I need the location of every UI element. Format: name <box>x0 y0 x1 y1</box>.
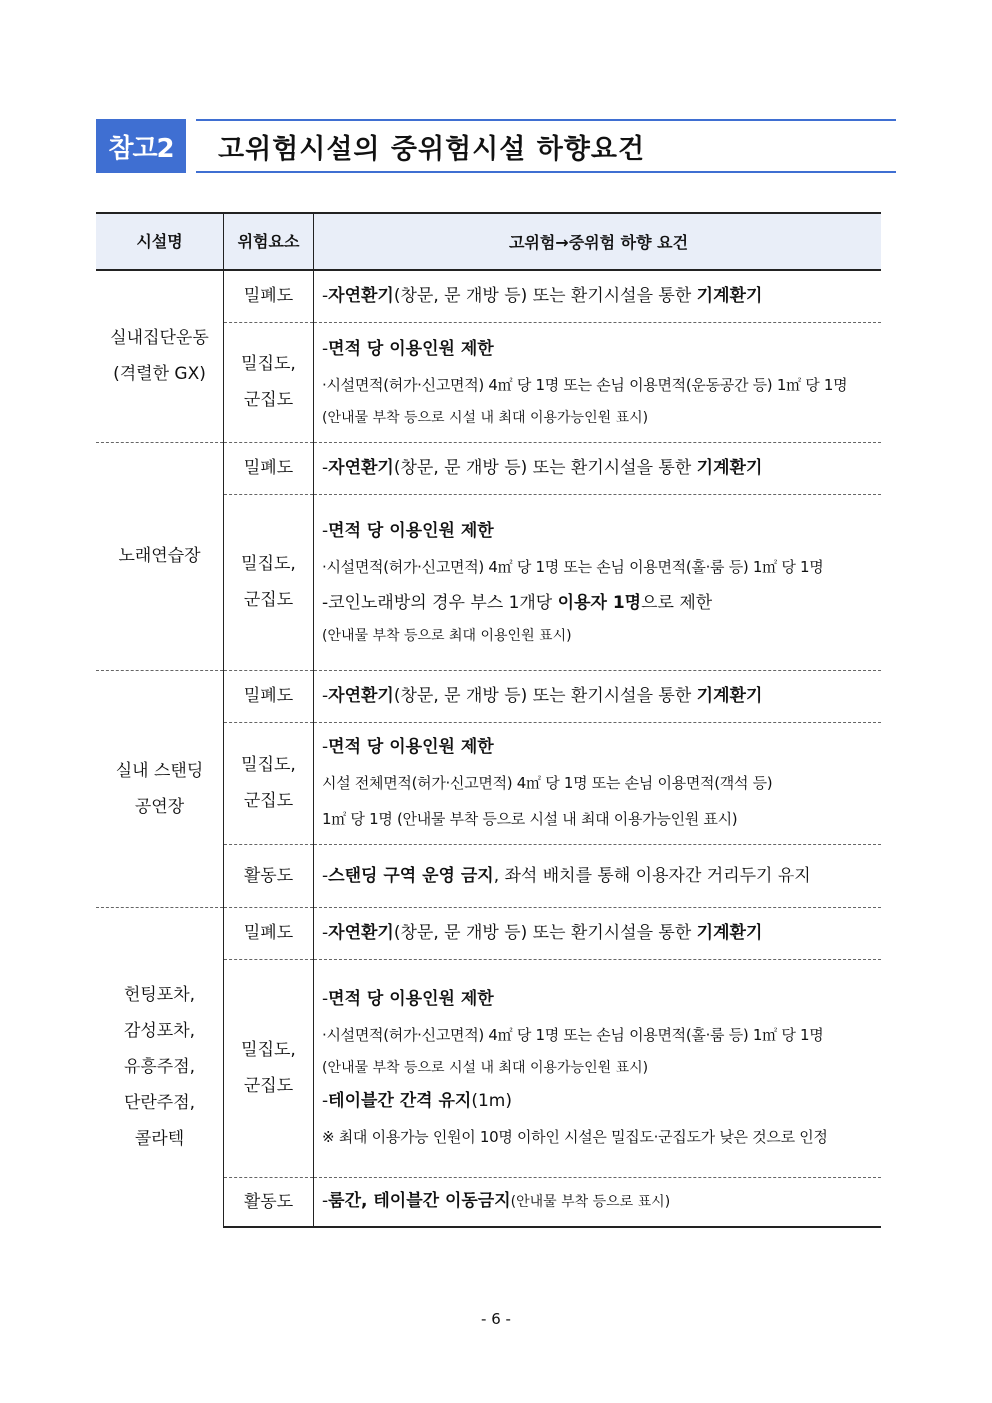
facility-name-cell <box>96 270 224 442</box>
requirement-text: 시설 전체면적(허가·신고면적) 4㎡ 당 1명 또는 손님 이용면적(객석 등) <box>322 774 773 792</box>
risk-factor-cell <box>224 270 314 322</box>
risk-factor-label: 밀폐도 <box>243 686 294 706</box>
requirement-text: , 좌석 배치를 통해 이용자간 거리두기 유지 <box>493 865 811 886</box>
requirement-cell <box>314 959 882 1177</box>
table-row <box>96 670 881 722</box>
risk-factor-label: 밀집도, <box>241 554 296 574</box>
requirement-text: - <box>322 923 329 943</box>
column-header-risk: 위험요소 <box>224 213 314 270</box>
requirement-line <box>322 331 875 367</box>
requirement-text: - <box>322 989 329 1009</box>
risk-factor-cell <box>224 494 314 670</box>
requirement-emphasis: 기계환기 <box>696 923 763 943</box>
requirement-line <box>322 678 875 714</box>
requirement-line <box>322 585 875 621</box>
reference-badge: 참고2 <box>96 119 186 173</box>
requirement-text: (안내물 부착 등으로 최대 이용인원 표시) <box>322 628 572 644</box>
risk-factor-cell <box>224 442 314 494</box>
risk-factor-label: 밀폐도 <box>243 923 294 943</box>
risk-factor-cell <box>224 670 314 722</box>
requirement-line <box>322 450 875 486</box>
facility-name-line: 단란주점, <box>123 1093 196 1114</box>
requirement-text: - <box>322 286 329 307</box>
facility-name-line: 헌팅포차, <box>123 985 196 1006</box>
requirement-emphasis: 자연환기 <box>328 286 394 307</box>
requirement-text: - <box>322 737 329 757</box>
requirement-text: (1m) <box>471 1091 512 1111</box>
requirement-line <box>322 549 875 585</box>
table-row <box>96 442 881 494</box>
risk-factor-label: 군집도 <box>243 791 294 811</box>
facility-name-line: 실내집단운동 <box>110 328 209 349</box>
risk-factor-label: 밀집도, <box>241 755 296 775</box>
risk-factor-cell <box>224 1177 314 1227</box>
risk-factor-label: 군집도 <box>243 1076 294 1096</box>
risk-factor-label: 활동도 <box>243 1191 294 1212</box>
requirement-emphasis: 자연환기 <box>328 686 394 706</box>
requirement-text: ·시설면적(허가·신고면적) 4㎡ 당 1명 또는 손님 이용면적(운동공간 등) 1㎡ 당 1명 <box>322 376 848 394</box>
requirement-text: 으로 제한 <box>641 593 713 613</box>
risk-factor-cell <box>224 907 314 959</box>
requirement-emphasis: 스탠딩 구역 운영 금지 <box>328 865 494 886</box>
requirement-emphasis: 룸간, 테이블간 이동금지 <box>328 1191 511 1212</box>
requirement-line <box>322 1017 875 1053</box>
requirement-cell <box>314 442 882 494</box>
requirement-line <box>322 403 875 433</box>
facility-name-line: 공연장 <box>134 796 185 817</box>
requirement-text: - <box>322 686 329 706</box>
risk-factor-cell <box>224 959 314 1177</box>
requirement-line <box>322 858 875 894</box>
requirement-emphasis: 면적 당 이용인원 제한 <box>328 737 494 757</box>
requirement-cell <box>314 322 882 442</box>
requirement-line <box>322 1119 875 1155</box>
requirement-emphasis: 기계환기 <box>696 686 763 706</box>
risk-factor-label: 군집도 <box>243 390 294 410</box>
requirement-line <box>322 367 875 403</box>
requirement-cell <box>314 494 882 670</box>
requirement-text: -코인노래방의 경우 부스 1개당 <box>322 593 558 613</box>
requirement-line <box>322 729 875 765</box>
requirement-text: (창문, 문 개방 등) 또는 환기시설을 통한 <box>393 686 697 706</box>
column-header-facility: 시설명 <box>96 213 224 270</box>
requirement-line <box>322 981 875 1017</box>
risk-factor-label: 밀집도, <box>241 1040 296 1060</box>
risk-factor-cell <box>224 844 314 907</box>
requirement-text: - <box>322 521 329 541</box>
requirement-line <box>322 1183 875 1220</box>
risk-factor-label: 활동도 <box>243 865 294 886</box>
requirement-emphasis: 면적 당 이용인원 제한 <box>328 339 494 359</box>
column-header-requirement: 고위험→중위험 하향 요건 <box>314 213 882 270</box>
facility-name-cell <box>96 442 224 670</box>
risk-factor-cell <box>224 322 314 442</box>
requirement-text: - <box>322 865 329 886</box>
table-header-row <box>96 213 881 270</box>
requirement-emphasis: 이용자 1명 <box>557 593 642 613</box>
facility-name-line: 유흥주점, <box>123 1057 196 1078</box>
requirement-text: - <box>322 339 329 359</box>
requirement-emphasis: 면적 당 이용인원 제한 <box>328 989 494 1009</box>
requirement-cell <box>314 722 882 844</box>
requirement-line <box>322 513 875 549</box>
requirement-line <box>322 1083 875 1119</box>
requirement-emphasis: 기계환기 <box>696 286 763 307</box>
requirement-line <box>322 621 875 651</box>
requirement-line <box>322 915 875 951</box>
requirement-text: (안내물 부착 등으로 시설 내 최대 이용가능인원 표시) <box>322 1060 649 1076</box>
risk-factor-label: 밀집도, <box>241 354 296 374</box>
facility-name-line: 감성포차, <box>123 1021 196 1042</box>
requirement-cell <box>314 844 882 907</box>
requirement-line <box>322 1053 875 1083</box>
requirement-text: (안내물 부착 등으로 표시) <box>510 1194 671 1211</box>
requirement-line <box>322 801 875 837</box>
requirement-text: ·시설면적(허가·신고면적) 4㎡ 당 1명 또는 손님 이용면적(홀·룸 등) 1㎡ 당 1명 <box>322 1026 824 1044</box>
facility-name-cell <box>96 907 224 1227</box>
risk-factor-cell <box>224 722 314 844</box>
facility-name-line: 콜라텍 <box>134 1129 185 1150</box>
requirement-text: 1㎡ 당 1명 (안내물 부착 등으로 시설 내 최대 이용가능인원 표시) <box>322 810 738 828</box>
risk-factor-label: 군집도 <box>243 590 294 610</box>
facility-name-line: 노래연습장 <box>118 546 201 566</box>
requirement-emphasis: 테이블간 간격 유지 <box>328 1091 472 1111</box>
requirement-text: ※ 최대 이용가능 인원이 10명 이하인 시설은 밀집도·군집도가 낮은 것으로 인정 <box>322 1128 828 1146</box>
requirement-text: - <box>322 1191 329 1212</box>
table-body <box>96 270 881 1227</box>
facility-name-cell <box>96 670 224 907</box>
title-bar <box>96 119 896 173</box>
requirement-emphasis: 면적 당 이용인원 제한 <box>328 521 494 541</box>
requirement-emphasis: 기계환기 <box>696 458 763 478</box>
facility-name-line: 실내 스탠딩 <box>115 760 204 781</box>
risk-factor-label: 밀폐도 <box>243 286 294 307</box>
requirement-line <box>322 765 875 801</box>
requirement-cell <box>314 1177 882 1227</box>
requirement-cell <box>314 270 882 322</box>
requirement-cell <box>314 907 882 959</box>
requirement-emphasis: 자연환기 <box>328 458 394 478</box>
risk-factor-label: 밀폐도 <box>243 458 294 478</box>
requirement-text: (창문, 문 개방 등) 또는 환기시설을 통한 <box>393 923 697 943</box>
requirement-text: (창문, 문 개방 등) 또는 환기시설을 통한 <box>393 286 697 307</box>
page-number: - 6 - <box>481 1310 511 1328</box>
requirement-text: ·시설면적(허가·신고면적) 4㎡ 당 1명 또는 손님 이용면적(홀·룸 등) 1㎡ 당 1명 <box>322 558 824 576</box>
requirement-text: (안내물 부착 등으로 시설 내 최대 이용가능인원 표시) <box>322 410 649 426</box>
requirement-cell <box>314 670 882 722</box>
requirement-text: - <box>322 1091 329 1111</box>
requirement-line <box>322 278 875 314</box>
table-row <box>96 907 881 959</box>
table-row <box>96 270 881 322</box>
requirements-table <box>96 212 881 1228</box>
page-title: 고위험시설의 중위험시설 하향요건 <box>218 133 646 165</box>
requirement-emphasis: 자연환기 <box>328 923 394 943</box>
requirement-text: - <box>322 458 329 478</box>
requirement-text: (창문, 문 개방 등) 또는 환기시설을 통한 <box>393 458 697 478</box>
facility-name-line: (격렬한 GX) <box>113 364 206 385</box>
